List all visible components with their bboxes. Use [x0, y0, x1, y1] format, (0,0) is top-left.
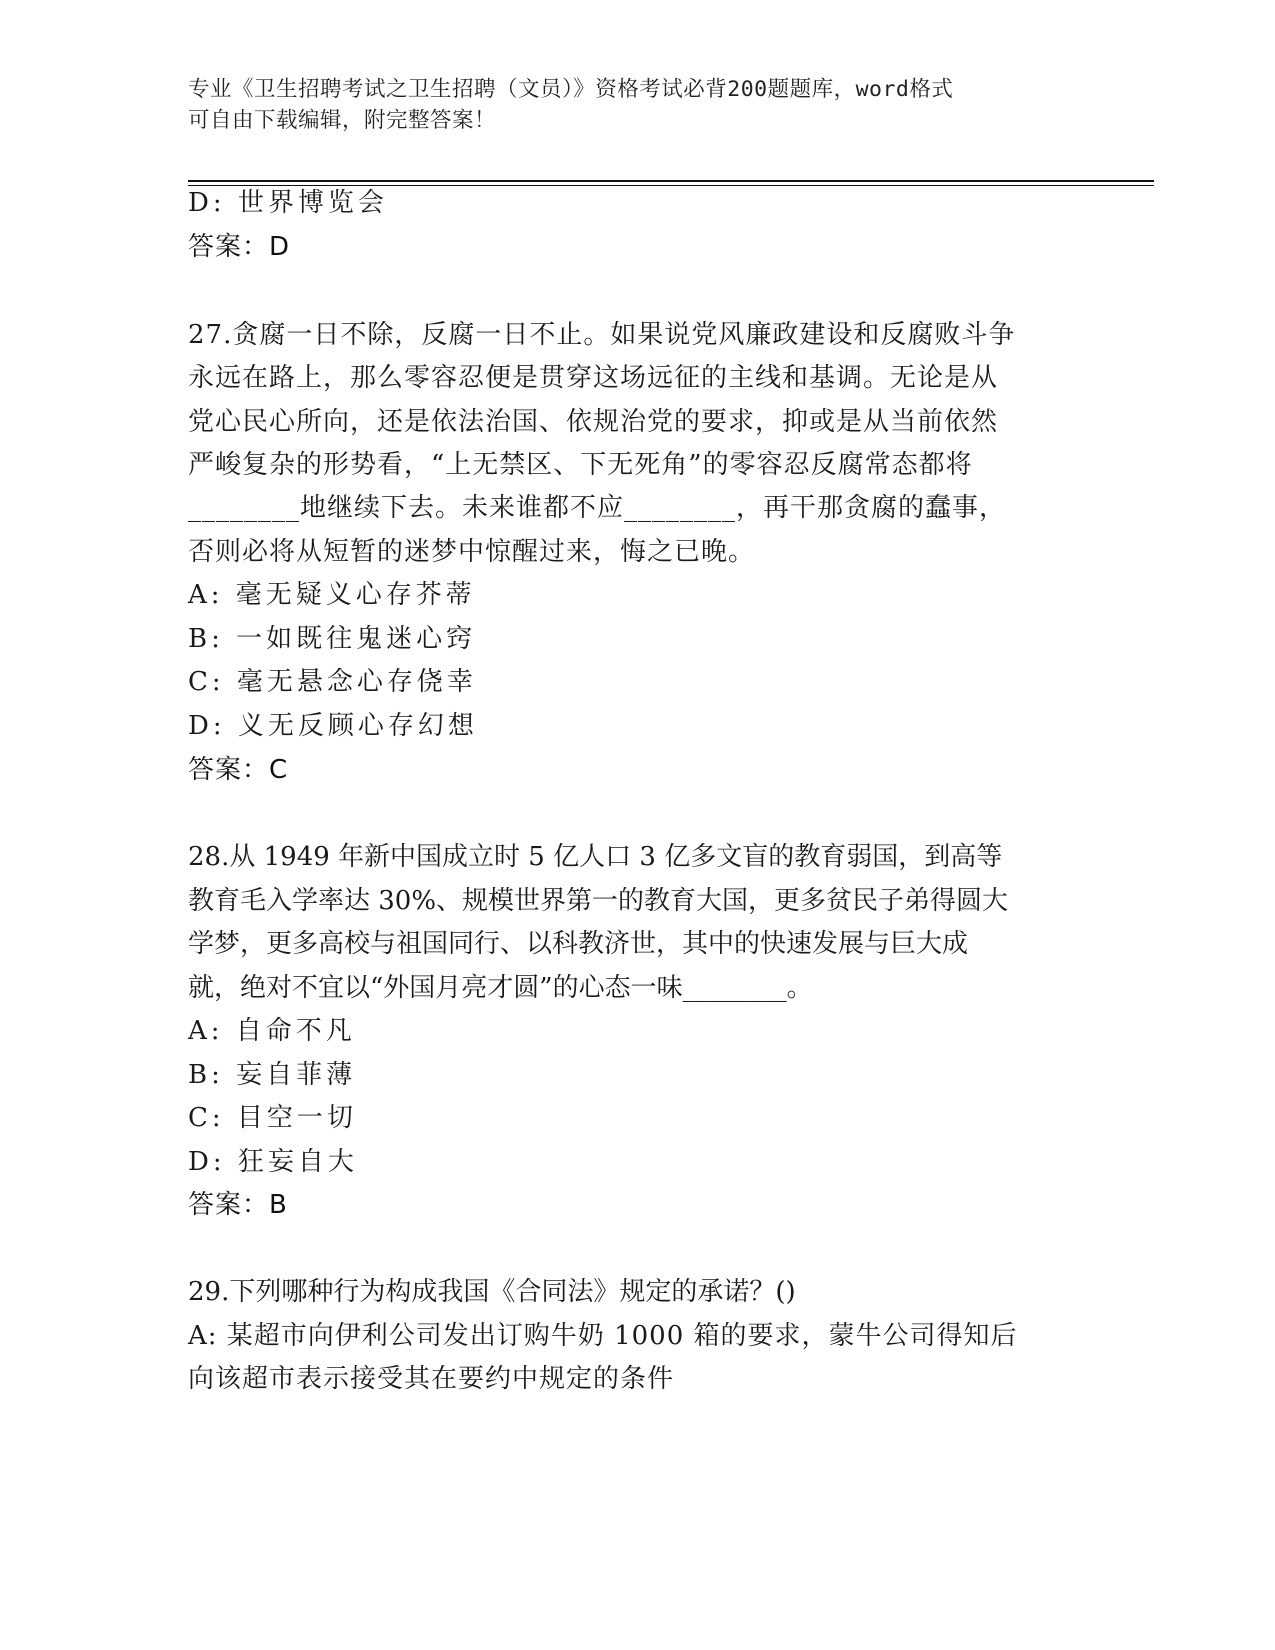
question-27-stem-line: 27.贪腐一日不除，反腐一日不止。如果说党风廉政建设和反腐败斗争 [188, 320, 1016, 350]
question-28-stem-line: 28.从 1949 年新中国成立时 5 亿人口 3 亿多文盲的教育弱国，到高等 [188, 842, 1003, 872]
option-a: A: 毫无疑义心存芥蒂 [188, 580, 476, 610]
question-28-stem-line: 学梦，更多高校与祖国同行、以科教济世，其中的快速发展与巨大成 [188, 929, 969, 959]
question-28-stem-line: 教育毛入学率达 30%、规模世界第一的教育大国，更多贫民子弟得圆大 [188, 886, 1009, 916]
option-d: D: 世界博览会 [188, 188, 388, 218]
option-d: D: 义无反顾心存幻想 [188, 711, 478, 741]
question-27-stem-line: 严峻复杂的形势看，“上无禁区、下无死角”的零容忍反腐常态都将 [188, 450, 973, 480]
option-c: C: 毫无悬念心存侥幸 [188, 667, 477, 697]
option-d: D: 狂妄自大 [188, 1147, 358, 1177]
document-header [188, 74, 1088, 136]
question-27-stem-line: ________地继续下去。未来谁都不应________，再干那贪腐的蠢事， [188, 493, 1007, 523]
option-a: A: 自命不凡 [188, 1016, 356, 1046]
option-b: B: 妄自菲薄 [188, 1060, 357, 1090]
header-line: 专业《卫生招聘考试之卫生招聘（文员）》资格考试必背200题题库，word格式 [188, 77, 954, 102]
option-a: A: 某超市向伊利公司发出订购牛奶 1000 箱的要求，蒙牛公司得知后 [188, 1321, 1018, 1351]
question-27-stem-line: 永远在路上，那么零容忍便是贯穿这场远征的主线和基调。无论是从 [188, 363, 999, 393]
question-29-stem-line: 29.下列哪种行为构成我国《合同法》规定的承诺？() [188, 1277, 796, 1307]
header-divider [188, 180, 1154, 182]
option-b: B: 一如既往鬼迷心窍 [188, 624, 477, 654]
question-28-stem-line: 就，绝对不宜以“外国月亮才圆”的心态一味________。 [188, 973, 813, 1003]
option-a-continued: 向该超市表示接受其在要约中规定的条件 [188, 1364, 675, 1394]
answer-label: 答案：B [188, 1190, 288, 1220]
question-27-stem-line: 党心民心所向，还是依法治国、依规治党的要求，抑或是从当前依然 [188, 407, 999, 437]
answer-label: 答案：D [188, 232, 291, 262]
header-divider-thin [188, 185, 1154, 186]
answer-label: 答案：C [188, 755, 289, 785]
question-27-stem-line: 否则必将从短暂的迷梦中惊醒过来，悔之已晚。 [188, 537, 756, 567]
header-line: 可自由下载编辑，附完整答案！ [188, 108, 497, 133]
option-c: C: 目空一切 [188, 1103, 357, 1133]
